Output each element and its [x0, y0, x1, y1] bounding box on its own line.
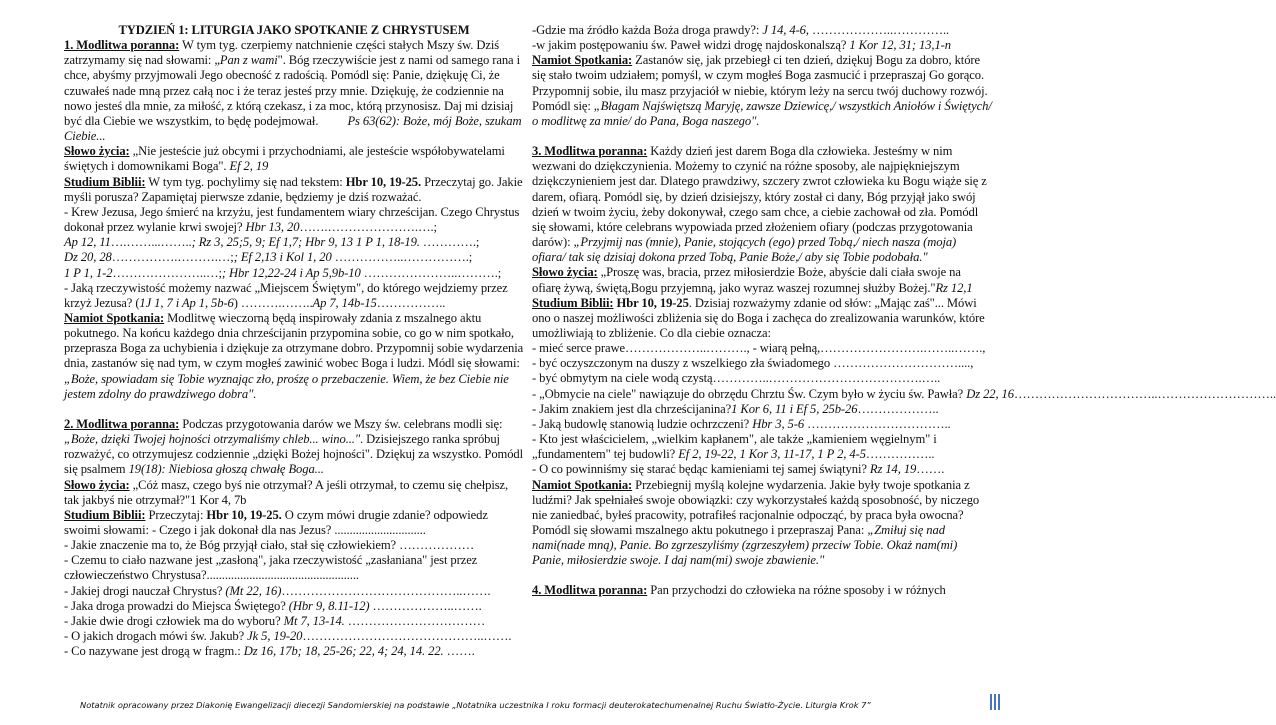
paragraph-text: . Dzisiaj rozważymy zdanie od słów: „Mając zaś"... Mówi ono o naszej możliwości zbliżenia się do Boga i zachęca do zrealizowania warunków, które umożliwiają to zbliżenie. Co dla ciebie oznacza: [532, 295, 985, 340]
bible-study-1: Studium Biblii: W tym tyg. pochylimy się nad tekstem: Hbr 10, 19-25. Przeczytaj go. Jakie myśli porusza? Zapamiętaj pierwsze zdanie, będziemy je dziś rozważać. - Krew Jezusa, Jego śmierć na krzyżu, jest fundamentem wiary chrześcijan. Czego Chrystus dokonał przez wylanie krwi swojej? Hbr 13, 20…….………………….….; Ap 12, 11….……...……..; Rz 3, 25;5, 9; Ef 1,7; Hbr 9, 13 1 P 1, 18-19. ………….; Dz 20, 28…………….……….…;; Ef 2,13 i Kol 1, 20 ……………..…………….; 1 P 1, 1-2…………………..…;; Hbr 12,22-24 i Ap 5,9b-10 …………………..……….; - Jaką rzeczywistość możemy nazwać „Miejscem Świętym", do którego wejdziemy przez krzyż Jezusa? (1J 1, 7 i Ap 1, 5b-6) ……….……..Ap 7, 14b-15…………….. [64, 174, 523, 310]
paragraph-text: Zastanów się, jak przebiegł ci ten dzień, dziękuj Bogu za dobro, które się stało twoim udziałem; pomyśl, w czym mogłeś Boga zasmucić i przepraszaj Go gorąco. Przypomnij sobie, ilu masz przyjaciół w niebie, którym leży na sercu twój duchowy rozwój. Pomódl się: [532, 53, 988, 113]
section-heading: Słowo życia: [532, 265, 598, 280]
scripture-reference: Hbr 10, 19-25 [613, 295, 689, 310]
morning-prayer-2 [64, 417, 524, 478]
paragraph-text: Przebiegnij myślą kolejne wydarzenia. Jakie były twoje spotkania z ludźmi? Jak spełniałeś swoje obowiązki: czy wykorzystałeś każdą sposobność, by niczego nie zaniedbać, byłeś pracowity, potrafiłeś racjonalnie odpocząć, by praca była owocna? Pomódl się słowami mszalnego aktu pokutnego i przepraszaj Pana: [532, 477, 980, 537]
question-text: - Co nazywane jest drogą w fragm.: [64, 644, 244, 659]
psalm-reference: 19(18): Niebiosa głoszą chwałę Boga... [128, 462, 324, 477]
section-heading: 1. Modlitwa poranna: [64, 38, 180, 53]
question-text: - mieć serce prawe [532, 341, 625, 356]
scripture-reference: Rz 12,1 [935, 280, 973, 295]
scripture-reference: Hbr 3, 5-6 [752, 416, 805, 431]
question-text: - być oczyszczonym na duszy z wszelkiego zła świadomego [532, 356, 834, 371]
scripture-reference: Hbr 13, 20 [245, 220, 300, 235]
scripture-reference: Hbr 10, 19-25. [206, 507, 282, 522]
section-heading: 3. Modlitwa poranna: [532, 144, 648, 159]
bible-study-2: Studium Biblii: Przeczytaj: Hbr 10, 19-25. O czym mówi drugie zdanie? odpowiedz swoimi słowami: - Czego i jak dokonał dla nas Jezus? .............................. - Jakie znaczenie ma to, że Bóg przyjął ciało, stał się człowiekiem? ……………… - Czemu to ciało nazwane jest „zasłoną", jaka rzeczywistość „zasłaniana" jest przez człowieczeństwo Chrystusa?.................................................. - Jakiej drogi nauczał Chrystus? (Mt 22, 16)……………………………………..……. - Jaka droga prowadzi do Miejsca Świętego? (Hbr 9, 8.11-12) ………………..……. - Jakie dwie drogi człowiek ma do wyboru? Mt 7, 13-14. …………………………… - O jakich drogach mówi św. Jakub? Jk 5, 19-20……………………………………..……. - Co nazywane jest drogą w fragm.: Dz 16, 17b; 18, 25-26; 22, 4; 24, 14. 22. ……. [64, 507, 512, 659]
paragraph-text: Modlitwę wieczorną będą inspirowały zdania z mszalnego aktu pokutnego. Na końcu każdego dnia chrześcijanin przypomina sobie, co go w nim spotkało, przeprasza Boga za uchybienia i dziękuje za otrzymane dobro. Przypomnij sobie wydarzenia dnia, zastanów się nad tym, w czym mogłeś zawinić wobec Boga i ludzi. Módl się słowami: [64, 310, 524, 371]
scripture-reference: Ef 2, 19 [229, 159, 269, 174]
question-text: -w jakim postępowaniu św. Paweł widzi drogę najdoskonalszą? [532, 38, 850, 53]
section-heading: 4. Modlitwa poranna: [532, 583, 648, 598]
scripture-reference: Ap 12, 11 [64, 235, 111, 250]
scripture-reference: 1 Kor 6, 11 i Ef 5, 25b-26 [731, 401, 858, 416]
section-heading: 2. Modlitwa poranna: [64, 416, 180, 431]
quote-text: Pan z wami [219, 53, 278, 68]
tent-of-meeting-1 [64, 311, 524, 402]
scripture-reference: (Hbr 9, 8.11-12) [288, 598, 370, 613]
paragraph-text: „Proszę was, bracia, przez miłosierdzie Boże, abyście dali ciała swoje na ofiarę żywą, świętą,Bogu przyjemną, jako wyraz waszej rozumnej służby Bożej." [532, 265, 961, 295]
tent-of-meeting-3 [532, 478, 992, 569]
paragraph-text: „Nie jesteście już obcymi i przychodniami, ale jesteście współobywatelami świętych i domownikami Boga". [64, 144, 505, 174]
section-heading: Studium Biblii: [64, 507, 146, 522]
prayer-text: „Błagam Najświętszą Maryję, zawsze Dziewicę,/ wszystkich Aniołów i Świętych/ o modlitwę za mnie/ do Pana, Boga naszego". [532, 98, 992, 128]
scripture-reference: J 14, 4-6, [762, 23, 809, 37]
scripture-reference: Rz 14, 19 [869, 462, 917, 477]
scripture-reference: Mt 7, 13-14. [283, 613, 345, 628]
section-heading: Namiot Spotkania: [532, 53, 633, 68]
scripture-reference: ; Rz 3, 25;5, 9; Ef 1,7; Hbr 9, 13 1 P 1, 18-19. [191, 235, 420, 250]
word-of-life-3 [532, 265, 992, 295]
scripture-reference: 1J 1, 7 i Ap 1, 5b-6 [139, 295, 234, 310]
scripture-reference: Dz 20, 28 [64, 250, 112, 265]
paragraph-text: O czym mówi drugie zdanie? odpowiedz swoimi słowami: - Czego i jak dokonał dla nas Jezus? [64, 507, 488, 537]
psalm-reference: Ps 63(62): Boże, mój Boże, szukam Ciebie... [64, 113, 522, 144]
page-edge-marker-icon [988, 694, 1002, 710]
morning-prayer-3 [532, 144, 992, 265]
question-text: - Jakim znakiem jest dla chrześcijanina? [532, 401, 732, 416]
paragraph-text: Każdy dzień jest darem Boga dla człowieka. Jesteśmy w nim wezwani do dziękczynienia. Możemy to czynić na różne sposoby, ale najpiękniejszym dziękczynieniem jest dar. Dlatego prawdziwy, szczery zwrot człowieka ku Bogu wiąże się z darem, ofiarą. Pomódl się, by dzień dzisiejszy, który został ci dany, Bóg przyjął jako swój dzień w twoim życiu, żeby dokonywał, czego sam chce, a ciebie zachował od zła. Pomódl się słowami, które celebrans wypowiada przed złożeniem ofiary (podczas przygotowania darów): [532, 144, 987, 250]
question-text: , - wiarą pełną, [746, 341, 821, 356]
section-heading: Studium Biblii: [532, 295, 614, 310]
scripture-reference: ; Ef 2,13 i Kol 1, 20 [233, 250, 332, 265]
quote-text: „Boże, dzięki Twojej hojności otrzymaliśmy chleb... wino..." [64, 432, 361, 447]
paragraph-text: Pan przychodzi do człowieka na różne sposoby i w różnych [647, 583, 946, 598]
question-text: - Jakiej drogi nauczał Chrystus? [64, 583, 226, 598]
question-text: - Krew Jezusa, Jego śmierć na krzyżu, jest fundamentem wiary chrześcijan. Czego Chrystus dokonał przez wylanie krwi swojej? [64, 204, 520, 235]
question-text: - Jakie znaczenie ma to, że Bóg przyjął ciało, stał się człowiekiem? [64, 538, 400, 553]
morning-prayer-4 [532, 583, 992, 598]
question-text: - Czemu to ciało nazwane jest „zasłoną", jaka rzeczywistość „zasłaniana" jest przez człowieczeństwo Chrystusa? [64, 553, 478, 583]
paragraph-text: Podczas przygotowania darów we Mszy św. celebrans modli się: [179, 416, 503, 431]
section-heading: Namiot Spotkania: [64, 310, 165, 325]
tent-of-meeting-2 [532, 53, 992, 129]
scripture-reference: Ef 2, 19-22, 1 Kor 3, 11-17, 1 P 2, 4-5 [678, 447, 866, 462]
paragraph-text: W tym tyg. pochylimy się nad tekstem: [145, 174, 346, 189]
scripture-reference: ; Hbr 12,22-24 i Ap 5,9b-10 [221, 265, 361, 280]
question-text: - Jaka droga prowadzi do Miejsca Świętego? [64, 598, 289, 613]
word-of-life-2 [64, 478, 524, 508]
paragraph-text: W tym tyg. czerpiemy natchnienie części stałych Mszy św. Dziś zatrzymamy się nad słowami: „ [64, 38, 500, 68]
section-heading: Studium Biblii: [64, 174, 146, 189]
paragraph-text: Przeczytaj: [145, 507, 207, 522]
scripture-reference: Jk 5, 19-20 [247, 629, 303, 644]
question-text: - być obmytym na ciele wodą czystą [532, 371, 713, 386]
right-column [532, 23, 1276, 599]
section-heading: Słowo życia: [64, 477, 130, 492]
section-heading: Słowo życia: [64, 144, 130, 159]
scripture-reference: 1 Kor 12, 31; 13,1-n [849, 38, 951, 53]
bible-study-3: Studium Biblii: Hbr 10, 19-25. Dzisiaj rozważymy zdanie od słów: „Mając zaś"... Mówi ono o naszej możliwości zbliżenia się do Boga i zachęca do zrealizowania warunków, które umożliwiają to zbliżenie. Co dla ciebie oznacza: - mieć serce prawe………………..………., - wiarą pełną,…………………….……..……., - być oczyszczonym na duszy z wszelkiego zła świadomego …………………………...., - być obmytym na ciele wodą czystą…………..……………………………….….. - „Obmycie na ciele" nawiązuje do obrzędu Chrztu Św. Czym było w życiu św. Pawła? Dz 22, 16……………………………..……………………….. - Jakim znakiem jest dla chrześcijanina?1 Kor 6, 11 i Ef 5, 25b-26……………….. - Jaką budowlę stanowią ludzie ochrzczeni? Hbr 3, 5-6 …………………………….. - Kto jest właścicielem, „wielkim kapłanem", ale także „kamieniem węgielnym" i „fundamentem" tej budowli? Ef 2, 19-22, 1 Kor 3, 11-17, 1 P 2, 4-5…………….. - O co powinniśmy się starać będąc kamieniami tej samej świątyni? Rz 14, 19……. [532, 295, 1276, 477]
left-column [64, 23, 524, 659]
prayer-text: „Przyjmij nas (mnie), Panie, stojących (ego) przed Tobą,/ niech nasza (moja) ofiara/ tak się dzisiaj dokona przed Tobą, Panie Boże,/ aby się Tobie podobała." [532, 235, 957, 265]
paragraph-text: „Cóż masz, czego byś nie otrzymał? A jeśli otrzymał, to czemu się chełpisz, tak jakbyś nie otrzymał?"1 Kor 4, 7b [64, 477, 509, 507]
question-text: - Jaką rzeczywistość możemy nazwać „Miejscem Świętym", do którego wejdziemy przez krzyż Jezusa? ( [64, 280, 508, 310]
scripture-reference: Dz 16, 17b; 18, 25-26; 22, 4; 24, 14. 22. [243, 644, 444, 659]
page-footer: Notatnik opracowany przez Diakonię Ewangelizacji diecezji Sandomierskiej na podstawie „Notatnika uczestnika I roku formacji deuterokatechumenalnej Ruchu Światło-Życie. Liturgia Krok 7” [80, 700, 871, 710]
question-text: ) [233, 295, 241, 310]
page-title: TYDZIEŃ 1: LITURGIA JAKO SPOTKANIE Z CHRYSTUSEM [118, 23, 470, 37]
paragraph-text: ". Bóg rzeczywiście jest z nami od samego rana i chce, abyśmy przyjmowali Jego obecność z radością. Pomódl się: Panie, dziękuję Ci, że czuwałeś nade mną przez całą noc i że teraz jesteś przy mnie. Dziękuję, że codziennie na nowo jesteś dla mnie, za miłość, z którą czekasz, i za moc, którą przynosisz. Daj mi dzisiaj być dla Ciebie we wszystkim, to będę podejmował. [64, 53, 520, 128]
question-text: - O co powinniśmy się starać będąc kamieniami tej samej świątyni? [532, 462, 870, 477]
scripture-reference: 1 P 1, 1-2 [64, 265, 113, 280]
question-text: - Kto jest właścicielem, „wielkim kapłanem", ale także „kamieniem węgielnym" i „fundamentem" tej budowli? [532, 432, 937, 462]
question-text: - Jaką budowlę stanowią ludzie ochrzczeni? [532, 416, 753, 431]
morning-prayer-1 [64, 38, 524, 144]
question-text: - Jakie dwie drogi człowiek ma do wyboru? [64, 613, 284, 628]
paragraph-text: Przeczytaj go. Jakie myśli porusza? Zapamiętaj pierwsze zdanie, będziemy je dziś rozważać. [64, 174, 523, 204]
word-of-life-1 [64, 144, 524, 174]
scripture-reference: (Mt 22, 16) [225, 583, 282, 598]
bible-study-questions: -Gdzie ma źródło każda Boża droga prawdy?: J 14, 4-6, ………………..………….. -w jakim postępowaniu św. Paweł widzi drogę najdoskonalszą? 1 Kor 12, 31; 13,1-n [532, 23, 951, 53]
question-text: -Gdzie ma źródło każda Boża droga prawdy?: [532, 23, 763, 37]
paragraph-text: . Dzisiejszego ranka spróbuj rozważyć, co otrzymujesz codziennie „dzięki Bożej hojności". Dziękuj za wszystko. Pomódl się psalmem [64, 432, 524, 477]
section-heading: Namiot Spotkania: [532, 477, 633, 492]
question-text: - „Obmycie na ciele" nawiązuje do obrzędu Chrztu Św. Czym było w życiu św. Pawła? [532, 386, 967, 401]
prayer-text: „Zmiłuj się nad nami(nade mną), Panie. Bo zgrzeszyliśmy (zgrzeszyłem) przeciw Tobie. Okaż nam(mi) Panie, miłosierdzie swoje. I daj nam(mi) swoje zbawienie." [532, 523, 958, 568]
prayer-text: „Boże, spowiadam się Tobie wyznając zło, prośzę o przebaczenie. Wiem, że bez Ciebie nie jestem zdolny do prawdziwego dobra". [64, 371, 509, 401]
question-text: - O jakich drogach mówi św. Jakub? [64, 629, 248, 644]
scripture-reference: Ap 7, 14b-15 [312, 295, 377, 310]
scripture-reference: Hbr 10, 19-25. [345, 174, 422, 189]
scripture-reference: Dz 22, 16 [966, 386, 1014, 401]
